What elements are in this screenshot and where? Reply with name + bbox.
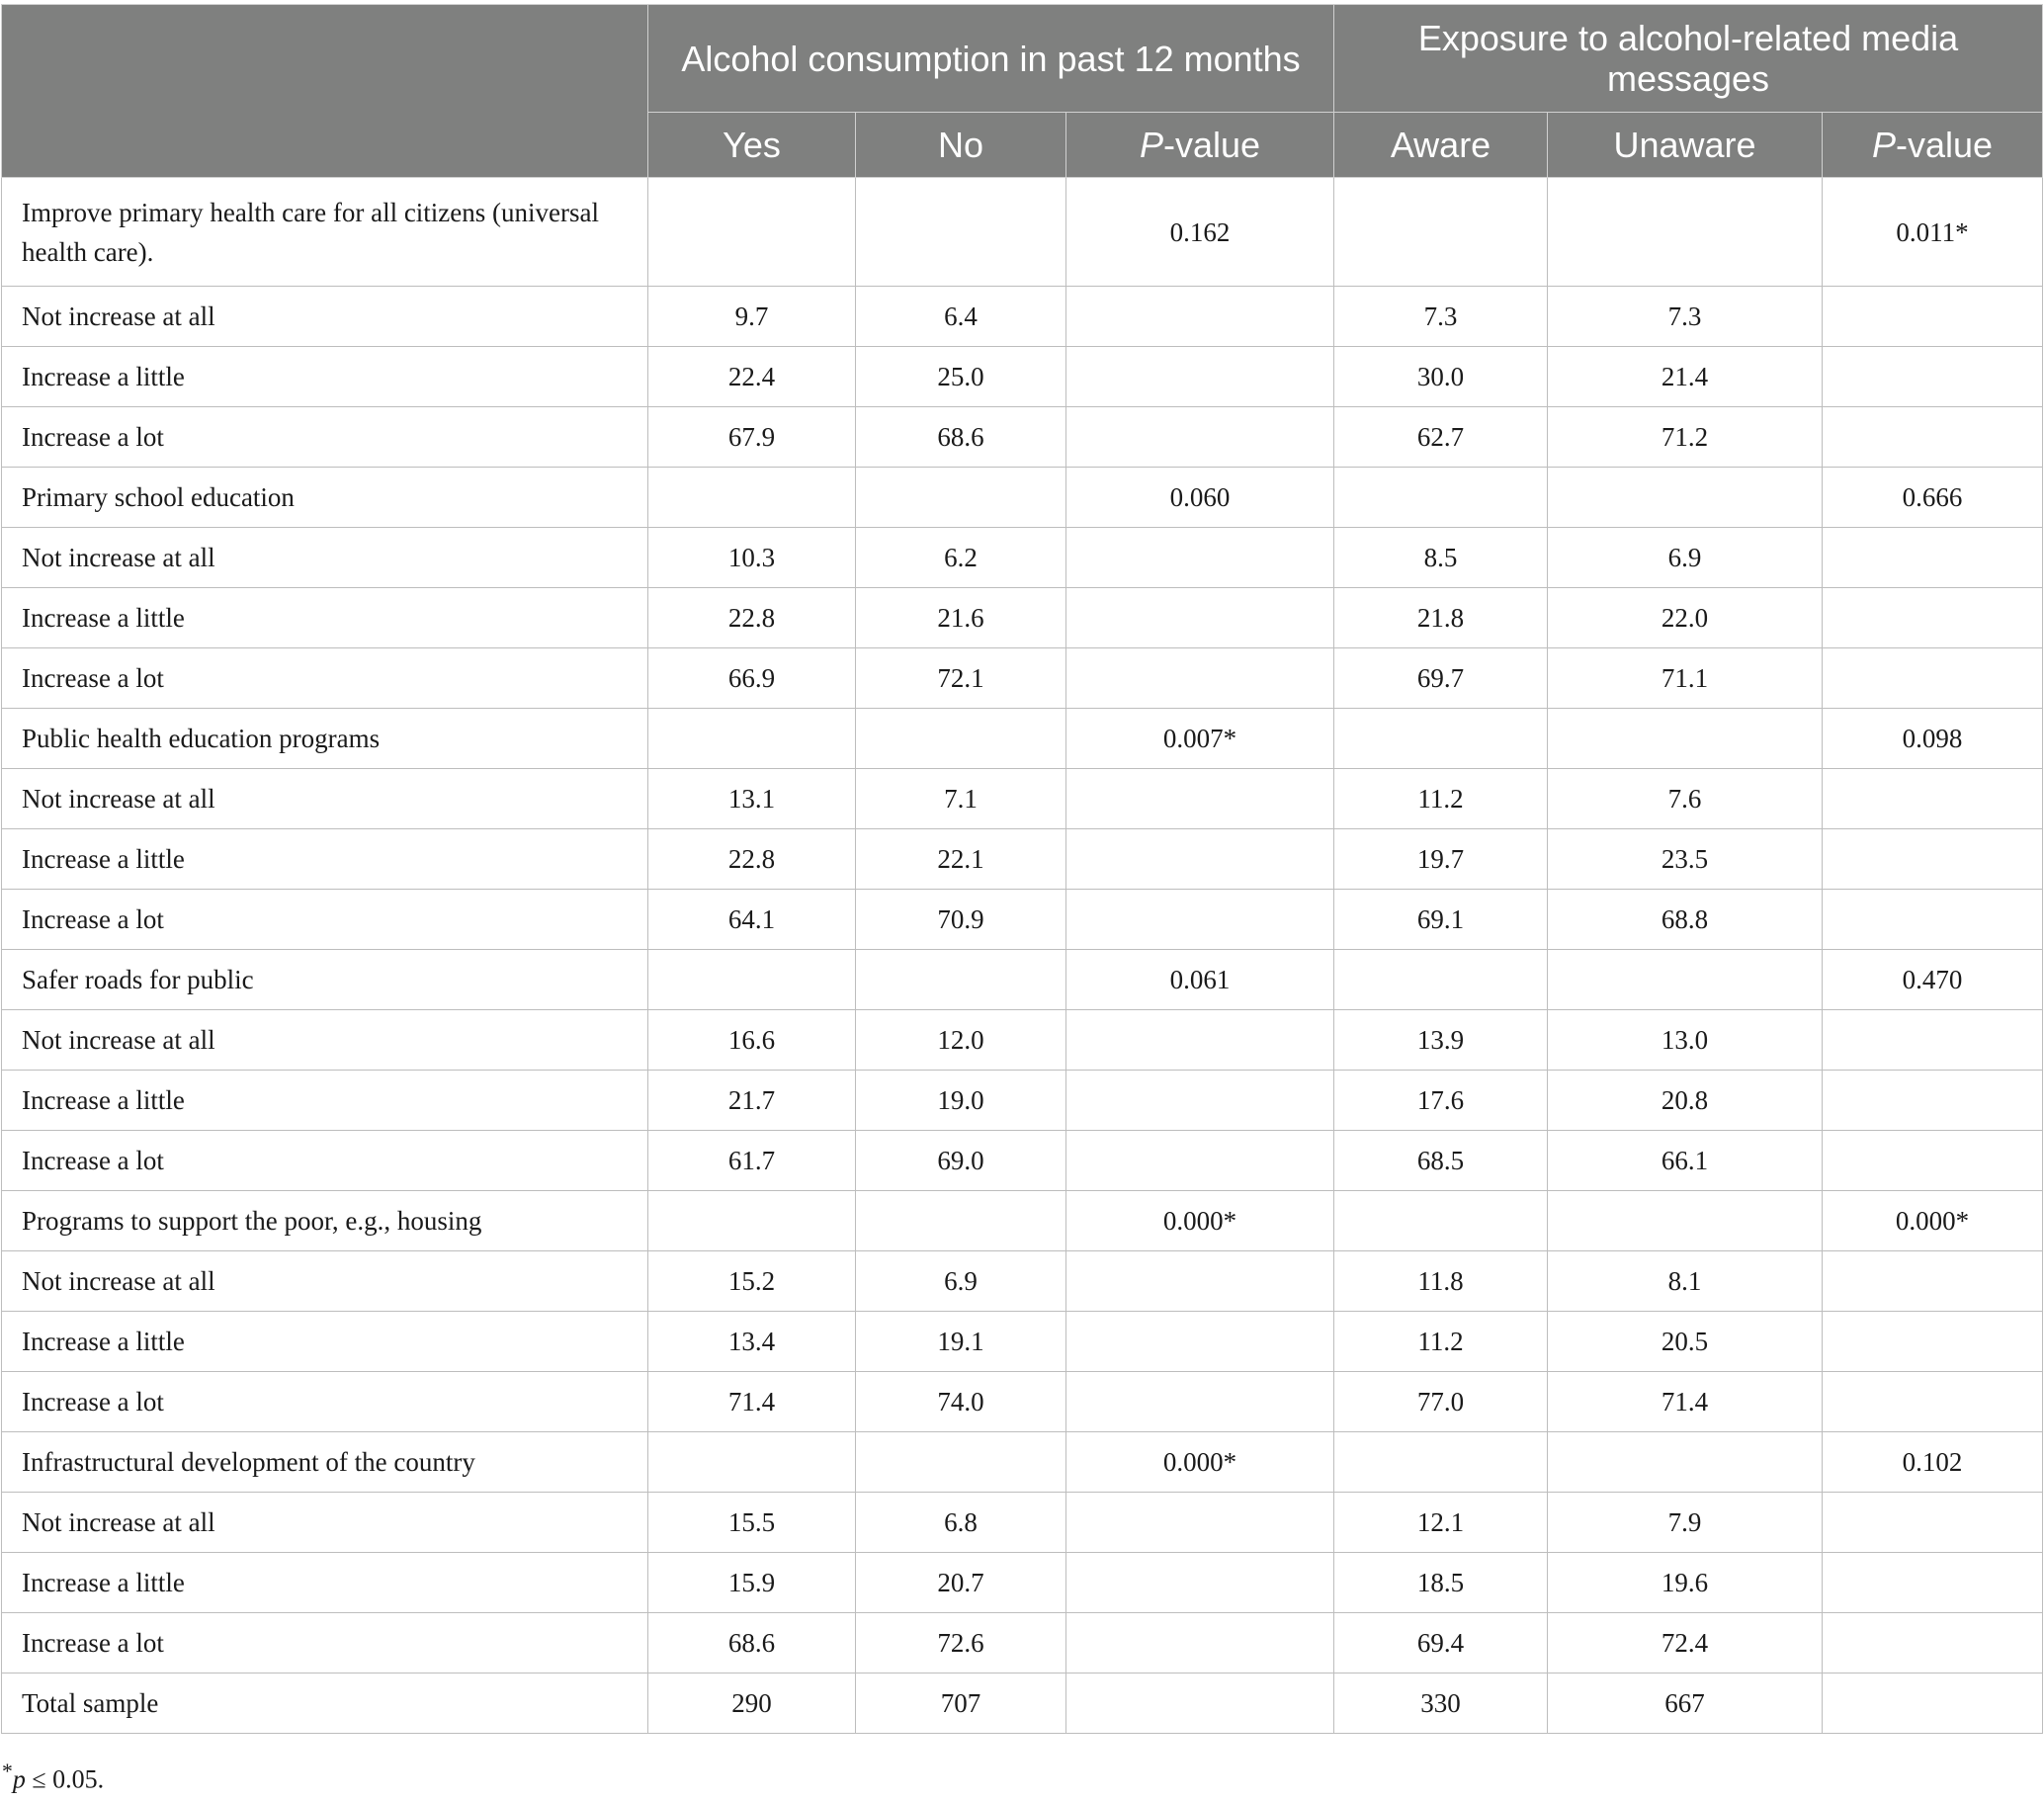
no-cell: 70.9 (856, 890, 1066, 950)
table-row (2, 1131, 2043, 1191)
aware-cell (1334, 178, 1548, 287)
no-cell: 707 (856, 1673, 1066, 1734)
unaware-cell: 7.6 (1548, 769, 1823, 829)
table-row (2, 1493, 2043, 1553)
p-value-1-cell (1066, 1372, 1334, 1432)
p-value-2-cell (1823, 1613, 2043, 1673)
footnote-p: p (12, 1764, 26, 1794)
table-row (2, 407, 2043, 468)
row-label-cell: Not increase at all (2, 528, 648, 588)
unaware-cell (1548, 1432, 1823, 1493)
unaware-cell: 20.8 (1548, 1071, 1823, 1131)
no-cell: 69.0 (856, 1131, 1066, 1191)
p-value-2-cell (1823, 407, 2043, 468)
yes-cell (648, 1432, 856, 1493)
unaware-cell: 8.1 (1548, 1251, 1823, 1312)
p-value-2-cell (1823, 1010, 2043, 1071)
aware-cell (1334, 950, 1548, 1010)
p-value-1-cell (1066, 1312, 1334, 1372)
unaware-cell (1548, 178, 1823, 287)
no-cell (856, 1191, 1066, 1251)
p-value-1-cell (1066, 1613, 1334, 1673)
row-label-cell: Public health education programs (2, 709, 648, 769)
yes-cell (648, 1191, 856, 1251)
footnote-star: * (2, 1759, 13, 1783)
row-label-cell: Primary school education (2, 468, 648, 528)
unaware-cell: 6.9 (1548, 528, 1823, 588)
table-row (2, 528, 2043, 588)
table-row (2, 1071, 2043, 1131)
aware-cell (1334, 709, 1548, 769)
table-row (2, 347, 2043, 407)
p-value-1-cell (1066, 1493, 1334, 1553)
p-value-2-cell (1823, 769, 2043, 829)
aware-cell: 30.0 (1334, 347, 1548, 407)
row-label-cell: Increase a lot (2, 1613, 648, 1673)
header-row-groups (2, 5, 2043, 113)
aware-cell: 69.1 (1334, 890, 1548, 950)
p-value-1-cell: 0.162 (1066, 178, 1334, 287)
table-row (2, 1613, 2043, 1673)
aware-cell: 17.6 (1334, 1071, 1548, 1131)
unaware-cell: 20.5 (1548, 1312, 1823, 1372)
table-row (2, 1010, 2043, 1071)
p-value-1-cell (1066, 347, 1334, 407)
table-row (2, 1372, 2043, 1432)
yes-cell: 67.9 (648, 407, 856, 468)
table-row (2, 1191, 2043, 1251)
yes-cell (648, 178, 856, 287)
yes-cell: 13.4 (648, 1312, 856, 1372)
p-value-2-cell (1823, 1493, 2043, 1553)
row-label-cell: Increase a little (2, 1553, 648, 1613)
p-value-2-cell (1823, 588, 2043, 648)
unaware-cell: 7.9 (1548, 1493, 1823, 1553)
p-value-1-cell (1066, 1251, 1334, 1312)
row-label-cell: Not increase at all (2, 1010, 648, 1071)
unaware-cell: 72.4 (1548, 1613, 1823, 1673)
unaware-cell: 68.8 (1548, 890, 1823, 950)
no-cell: 25.0 (856, 347, 1066, 407)
aware-cell: 8.5 (1334, 528, 1548, 588)
yes-cell: 71.4 (648, 1372, 856, 1432)
p-value-1-cell (1066, 528, 1334, 588)
yes-cell: 22.8 (648, 588, 856, 648)
p-value-2-cell: 0.098 (1823, 709, 2043, 769)
aware-cell (1334, 468, 1548, 528)
p-value-1-cell (1066, 1553, 1334, 1613)
no-cell: 72.1 (856, 648, 1066, 709)
p-value-1-cell (1066, 1131, 1334, 1191)
no-cell: 68.6 (856, 407, 1066, 468)
yes-cell: 21.7 (648, 1071, 856, 1131)
unaware-cell: 19.6 (1548, 1553, 1823, 1613)
yes-cell: 16.6 (648, 1010, 856, 1071)
p-value-2-cell (1823, 1372, 2043, 1432)
no-cell: 7.1 (856, 769, 1066, 829)
p-value-2-cell (1823, 1553, 2043, 1613)
yes-cell: 68.6 (648, 1613, 856, 1673)
unaware-cell: 13.0 (1548, 1010, 1823, 1071)
header-aware: Aware (1334, 113, 1548, 178)
no-cell (856, 1432, 1066, 1493)
row-label-cell: Increase a lot (2, 890, 648, 950)
row-label-cell: Increase a little (2, 1312, 648, 1372)
table-row (2, 890, 2043, 950)
aware-cell: 12.1 (1334, 1493, 1548, 1553)
p-value-2-cell (1823, 648, 2043, 709)
yes-cell (648, 709, 856, 769)
aware-cell: 7.3 (1334, 287, 1548, 347)
row-label-cell: Increase a lot (2, 1131, 648, 1191)
no-cell: 22.1 (856, 829, 1066, 890)
p-value-1-cell: 0.000* (1066, 1191, 1334, 1251)
no-cell (856, 709, 1066, 769)
p-value-2-cell (1823, 347, 2043, 407)
row-label-cell: Not increase at all (2, 287, 648, 347)
p-value-2-cell (1823, 1071, 2043, 1131)
yes-cell: 9.7 (648, 287, 856, 347)
aware-cell: 13.9 (1334, 1010, 1548, 1071)
p-value-2-cell (1823, 829, 2043, 890)
header-group-media-exposure: Exposure to alcohol-related media messages (1334, 5, 2043, 113)
p-value-2-cell: 0.000* (1823, 1191, 2043, 1251)
p-value-2-cell: 0.102 (1823, 1432, 2043, 1493)
aware-cell (1334, 1191, 1548, 1251)
aware-cell: 11.8 (1334, 1251, 1548, 1312)
table-row (2, 1673, 2043, 1734)
no-cell (856, 178, 1066, 287)
unaware-cell: 71.4 (1548, 1372, 1823, 1432)
header-blank-cell (2, 5, 648, 178)
table-footnote (2, 1759, 104, 1795)
yes-cell (648, 950, 856, 1010)
aware-cell: 330 (1334, 1673, 1548, 1734)
p-value-1-cell (1066, 829, 1334, 890)
table-row (2, 178, 2043, 287)
no-cell: 21.6 (856, 588, 1066, 648)
p-value-1-cell (1066, 1673, 1334, 1734)
aware-cell: 18.5 (1334, 1553, 1548, 1613)
aware-cell: 69.7 (1334, 648, 1548, 709)
results-table (1, 4, 2043, 1734)
aware-cell: 69.4 (1334, 1613, 1548, 1673)
aware-cell: 77.0 (1334, 1372, 1548, 1432)
header-p-value-1 (1066, 113, 1334, 178)
p-value-2-cell (1823, 1673, 2043, 1734)
unaware-cell (1548, 468, 1823, 528)
p-value-2-cell: 0.470 (1823, 950, 2043, 1010)
p-value-1-cell: 0.060 (1066, 468, 1334, 528)
table-row (2, 950, 2043, 1010)
p-value-1-cell: 0.061 (1066, 950, 1334, 1010)
table-header (2, 5, 2043, 178)
row-label-cell: Not increase at all (2, 1251, 648, 1312)
yes-cell: 290 (648, 1673, 856, 1734)
no-cell: 72.6 (856, 1613, 1066, 1673)
p-italic: P (1871, 125, 1896, 165)
p-value-1-cell (1066, 769, 1334, 829)
row-label-cell: Increase a lot (2, 1372, 648, 1432)
p-value-1-cell: 0.007* (1066, 709, 1334, 769)
p-value-2-cell (1823, 1312, 2043, 1372)
table-row (2, 588, 2043, 648)
p-value-1-cell (1066, 287, 1334, 347)
unaware-cell: 667 (1548, 1673, 1823, 1734)
aware-cell (1334, 1432, 1548, 1493)
row-label-cell: Infrastructural development of the country (2, 1432, 648, 1493)
table-row (2, 1432, 2043, 1493)
table-row (2, 287, 2043, 347)
aware-cell: 19.7 (1334, 829, 1548, 890)
p-value-2-cell (1823, 528, 2043, 588)
table-row (2, 709, 2043, 769)
row-label-cell: Increase a little (2, 588, 648, 648)
yes-cell: 66.9 (648, 648, 856, 709)
no-cell: 6.9 (856, 1251, 1066, 1312)
no-cell: 6.8 (856, 1493, 1066, 1553)
unaware-cell (1548, 950, 1823, 1010)
p-value-2-cell: 0.011* (1823, 178, 2043, 287)
no-cell (856, 950, 1066, 1010)
p-value-1-cell (1066, 1071, 1334, 1131)
p-value-2-cell (1823, 1131, 2043, 1191)
results-table-container (1, 4, 2042, 1734)
unaware-cell: 21.4 (1548, 347, 1823, 407)
p-value-1-cell (1066, 407, 1334, 468)
p-value-1-cell (1066, 890, 1334, 950)
p-value-2-cell: 0.666 (1823, 468, 2043, 528)
no-cell: 19.1 (856, 1312, 1066, 1372)
row-label-cell: Programs to support the poor, e.g., housing (2, 1191, 648, 1251)
yes-cell: 61.7 (648, 1131, 856, 1191)
footnote-text: ≤ 0.05. (25, 1764, 105, 1794)
table-row (2, 769, 2043, 829)
header-group-alcohol-consumption: Alcohol consumption in past 12 months (648, 5, 1334, 113)
header-p-value-2 (1823, 113, 2043, 178)
table-body (2, 178, 2043, 1734)
row-label-cell: Increase a little (2, 1071, 648, 1131)
row-label-cell: Total sample (2, 1673, 648, 1734)
p-rest: -value (1895, 125, 1994, 165)
row-label-cell: Increase a lot (2, 648, 648, 709)
no-cell: 12.0 (856, 1010, 1066, 1071)
p-italic: P (1139, 125, 1163, 165)
unaware-cell: 71.1 (1548, 648, 1823, 709)
unaware-cell: 23.5 (1548, 829, 1823, 890)
no-cell: 19.0 (856, 1071, 1066, 1131)
aware-cell: 11.2 (1334, 1312, 1548, 1372)
row-label-cell: Safer roads for public (2, 950, 648, 1010)
yes-cell (648, 468, 856, 528)
no-cell: 6.2 (856, 528, 1066, 588)
p-value-2-cell (1823, 287, 2043, 347)
yes-cell: 22.4 (648, 347, 856, 407)
table-row (2, 468, 2043, 528)
header-yes: Yes (648, 113, 856, 178)
p-value-2-cell (1823, 890, 2043, 950)
aware-cell: 21.8 (1334, 588, 1548, 648)
yes-cell: 10.3 (648, 528, 856, 588)
aware-cell: 68.5 (1334, 1131, 1548, 1191)
p-rest: -value (1162, 125, 1261, 165)
header-no: No (856, 113, 1066, 178)
unaware-cell (1548, 709, 1823, 769)
row-label-cell: Not increase at all (2, 769, 648, 829)
yes-cell: 15.9 (648, 1553, 856, 1613)
yes-cell: 15.5 (648, 1493, 856, 1553)
no-cell (856, 468, 1066, 528)
no-cell: 6.4 (856, 287, 1066, 347)
table-row (2, 1553, 2043, 1613)
header-unaware: Unaware (1548, 113, 1823, 178)
yes-cell: 15.2 (648, 1251, 856, 1312)
row-label-cell: Improve primary health care for all citizens (universal health care). (2, 178, 648, 287)
row-label-cell: Increase a little (2, 347, 648, 407)
row-label-cell: Increase a little (2, 829, 648, 890)
row-label-cell: Not increase at all (2, 1493, 648, 1553)
row-label-cell: Increase a lot (2, 407, 648, 468)
yes-cell: 13.1 (648, 769, 856, 829)
p-value-1-cell (1066, 1010, 1334, 1071)
aware-cell: 62.7 (1334, 407, 1548, 468)
unaware-cell: 7.3 (1548, 287, 1823, 347)
no-cell: 74.0 (856, 1372, 1066, 1432)
unaware-cell (1548, 1191, 1823, 1251)
yes-cell: 22.8 (648, 829, 856, 890)
table-row (2, 648, 2043, 709)
yes-cell: 64.1 (648, 890, 856, 950)
no-cell: 20.7 (856, 1553, 1066, 1613)
p-value-1-cell (1066, 588, 1334, 648)
table-row (2, 1312, 2043, 1372)
aware-cell: 11.2 (1334, 769, 1548, 829)
p-value-2-cell (1823, 1251, 2043, 1312)
unaware-cell: 66.1 (1548, 1131, 1823, 1191)
table-row (2, 829, 2043, 890)
unaware-cell: 71.2 (1548, 407, 1823, 468)
p-value-1-cell: 0.000* (1066, 1432, 1334, 1493)
table-row (2, 1251, 2043, 1312)
unaware-cell: 22.0 (1548, 588, 1823, 648)
p-value-1-cell (1066, 648, 1334, 709)
